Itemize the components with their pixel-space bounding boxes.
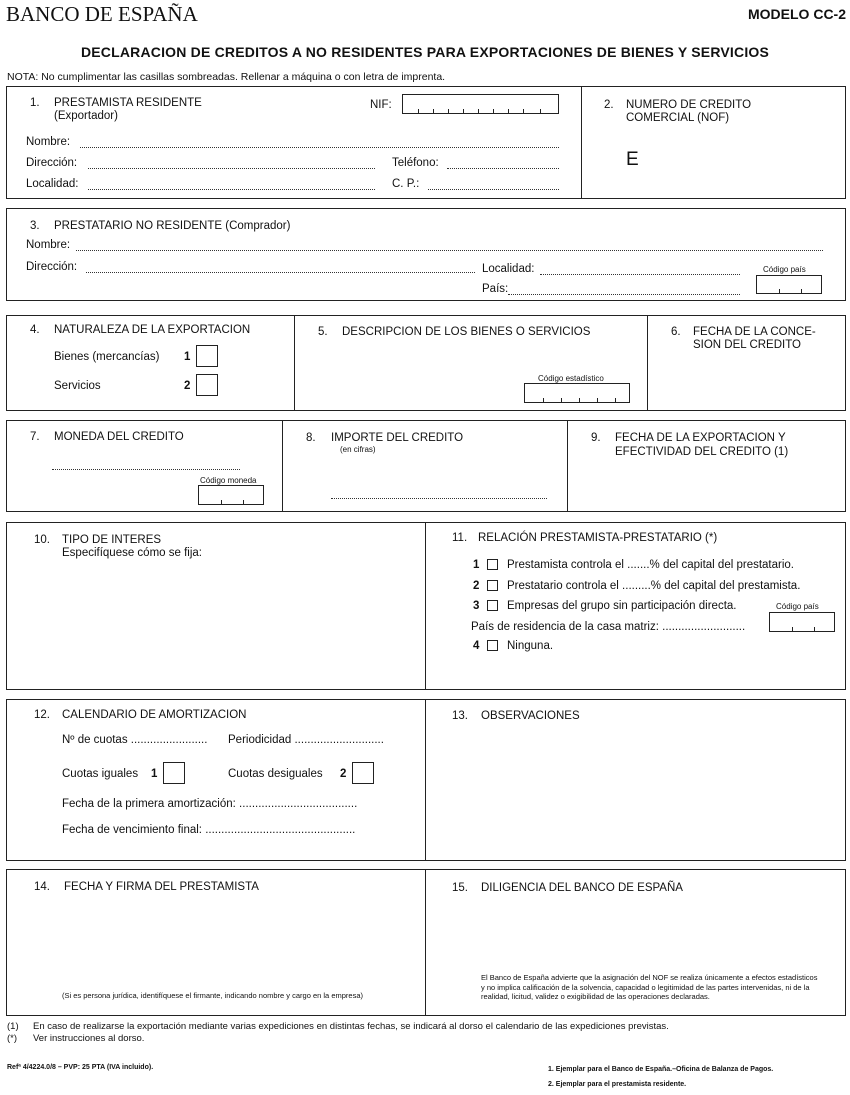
s12-iguales-label: Cuotas iguales [62,768,139,780]
s1-telefono-label: Teléfono: [392,157,439,169]
s11-opt3-label: Empresas del grupo sin participación directa. [507,600,737,612]
s12-number: 12. [34,709,50,721]
s12-desiguales-label: Cuotas desiguales [228,768,323,780]
s3-direccion-field[interactable] [86,272,475,273]
s3-codigo-pais-label: Código país [763,265,806,274]
s9-title-1: FECHA DE LA EXPORTACION Y [615,432,786,444]
s5-codigo-label: Código estadístico [538,374,604,383]
s12-iguales-checkbox[interactable] [163,762,185,784]
s1-localidad-label: Localidad: [26,178,79,190]
s9-number: 9. [591,432,601,444]
s12-desiguales-checkbox[interactable] [352,762,374,784]
s11-opt2-label: Prestatario controla el .........% del capital del prestamista. [507,580,801,592]
s7-codigo-field[interactable] [198,485,264,505]
copy-1: 1. Ejemplar para el Banco de España.–Oficina de Balanza de Pagos. [548,1066,774,1073]
s11-codigo-pais-field[interactable] [769,612,835,632]
s11-opt3-checkbox[interactable] [487,600,498,611]
s12-desiguales-number: 2 [340,768,347,780]
s3-localidad-field[interactable] [540,274,740,275]
s12-primera: Fecha de la primera amortización: ..................................... [62,798,358,810]
s3-nombre-field[interactable] [76,250,823,251]
s8-importe-field[interactable] [331,498,547,499]
s3-title: PRESTATARIO NO RESIDENTE (Comprador) [54,220,291,232]
s1-telefono-field[interactable] [447,168,559,169]
reference: Refª 4/4224.0/8 – PVP: 25 PTA (IVA incluido). [7,1064,154,1071]
footnote-2: Ver instrucciones al dorso. [33,1033,145,1044]
s1-number: 1. [30,97,40,109]
s2-number: 2. [604,99,614,111]
s12-iguales-number: 1 [151,768,158,780]
s6-number: 6. [671,326,681,338]
s3-pais-label: País: [482,283,509,295]
s1-subtitle: (Exportador) [54,110,118,122]
s1-direccion-field[interactable] [88,168,375,169]
s1-title: PRESTAMISTA RESIDENTE [54,97,202,109]
s13-title: OBSERVACIONES [481,710,580,722]
s4-bienes-label: Bienes (mercancías) [54,351,160,363]
form-title: DECLARACION DE CREDITOS A NO RESIDENTES PARA EXPORTACIONES DE BIENES Y SERVICIOS [80,44,770,60]
s11-opt3-number: 3 [473,600,480,612]
form-note: NOTA: No cumplimentar las casillas sombreadas. Rellenar a máquina o con letra de imprenta. [7,71,446,83]
model-code: MODELO CC-2 [748,6,846,22]
s1-localidad-field[interactable] [88,189,375,190]
s1-nombre-field[interactable] [80,147,559,148]
s10-number: 10. [34,534,50,546]
s1-direccion-label: Dirección: [26,157,78,169]
footnote-1: En caso de realizarse la exportación mediante varias expediciones en distintas fechas, se indicará al dorso el calendario de las expediciones previstas. [33,1021,669,1032]
s3-nombre-label: Nombre: [26,239,71,251]
s11-opt2-checkbox[interactable] [487,580,498,591]
s12-cuotas: Nº de cuotas ........................ [62,734,208,746]
s12-vencimiento: Fecha de vencimiento final: ............................................... [62,824,356,836]
s3-localidad-label: Localidad: [482,263,535,275]
s4-bienes-number: 1 [184,351,191,363]
bank-name: BANCO DE ESPAÑA [6,2,198,26]
s12-title: CALENDARIO DE AMORTIZACION [62,709,247,721]
s6-title-2: SION DEL CREDITO [693,339,801,351]
s6-title-1: FECHA DE LA CONCE- [693,326,816,338]
copy-2: 2. Ejemplar para el prestamista residente. [548,1081,687,1088]
s3-codigo-pais-field[interactable] [756,275,822,294]
s10-title: TIPO DE INTERES [62,534,162,546]
s1-nombre-label: Nombre: [26,136,71,148]
s3-pais-field[interactable] [508,294,740,295]
s5-codigo-field[interactable] [524,383,630,403]
s1-cp-field[interactable] [428,189,559,190]
s11-opt4-number: 4 [473,640,480,652]
nif-label: NIF: [370,99,392,111]
s10-subtitle: Especifíquese cómo se fija: [62,547,202,559]
s15-title: DILIGENCIA DEL BANCO DE ESPAÑA [481,882,683,894]
s11-opt2-number: 2 [473,580,480,592]
s2-title-2: COMERCIAL (NOF) [626,112,730,124]
s8-number: 8. [306,432,316,444]
s11-opt4-checkbox[interactable] [487,640,498,651]
footnote-2-key: (*) [7,1033,18,1044]
s2-nof-prefix: E [626,149,639,170]
s5-number: 5. [318,326,328,338]
s3-direccion-label: Dirección: [26,261,78,273]
s2-title-1: NUMERO DE CREDITO [626,99,752,111]
s15-number: 15. [452,882,468,894]
s11-number: 11. [452,532,468,544]
s4-servicios-label: Servicios [54,380,101,392]
s1-cp-label: C. P.: [392,178,420,190]
s7-codigo-label: Código moneda [200,476,257,485]
s14-number: 14. [34,881,50,893]
s11-pais-matriz: País de residencia de la casa matriz: .......................... [471,621,746,633]
s13-number: 13. [452,710,468,722]
s4-number: 4. [30,324,40,336]
s4-servicios-checkbox[interactable] [196,374,218,396]
s11-opt1-number: 1 [473,559,480,571]
s14-note: (Si es persona jurídica, identifíquese el firmante, indicando nombre y cargo en la empresa) [62,991,363,1000]
s14-title: FECHA Y FIRMA DEL PRESTAMISTA [64,881,259,893]
s11-title: RELACIÓN PRESTAMISTA-PRESTATARIO (*) [478,532,718,544]
s4-bienes-checkbox[interactable] [196,345,218,367]
s15-note: El Banco de España advierte que la asignación del NOF se realiza únicamente a efectos estadísticos y no implica calificación de la solvencia, capacidad o legitimidad de las partes intervenidas, ni de la realidad, licitud, validez o exigibilidad de las operaciones declaradas. [481,973,818,1001]
s11-opt4-label: Ninguna. [507,640,554,652]
s9-title-2: EFECTIVIDAD DEL CREDITO (1) [615,446,789,458]
s3-number: 3. [30,220,40,232]
s4-servicios-number: 2 [184,380,191,392]
s5-title: DESCRIPCION DE LOS BIENES O SERVICIOS [342,326,591,338]
s11-opt1-label: Prestamista controla el .......% del capital del prestatario. [507,559,794,571]
s8-title: IMPORTE DEL CREDITO [331,432,464,444]
footnote-1-key: (1) [7,1021,19,1032]
s4-title: NATURALEZA DE LA EXPORTACION [54,324,251,336]
s7-title: MONEDA DEL CREDITO [54,431,184,443]
s8-subtitle: (en cifras) [340,445,376,454]
nif-field[interactable] [402,94,559,114]
s11-codigo-pais-label: Código país [776,602,819,611]
s11-opt1-checkbox[interactable] [487,559,498,570]
s7-moneda-field[interactable] [52,469,240,470]
s7-number: 7. [30,431,40,443]
s12-periodicidad: Periodicidad ............................ [228,734,384,746]
